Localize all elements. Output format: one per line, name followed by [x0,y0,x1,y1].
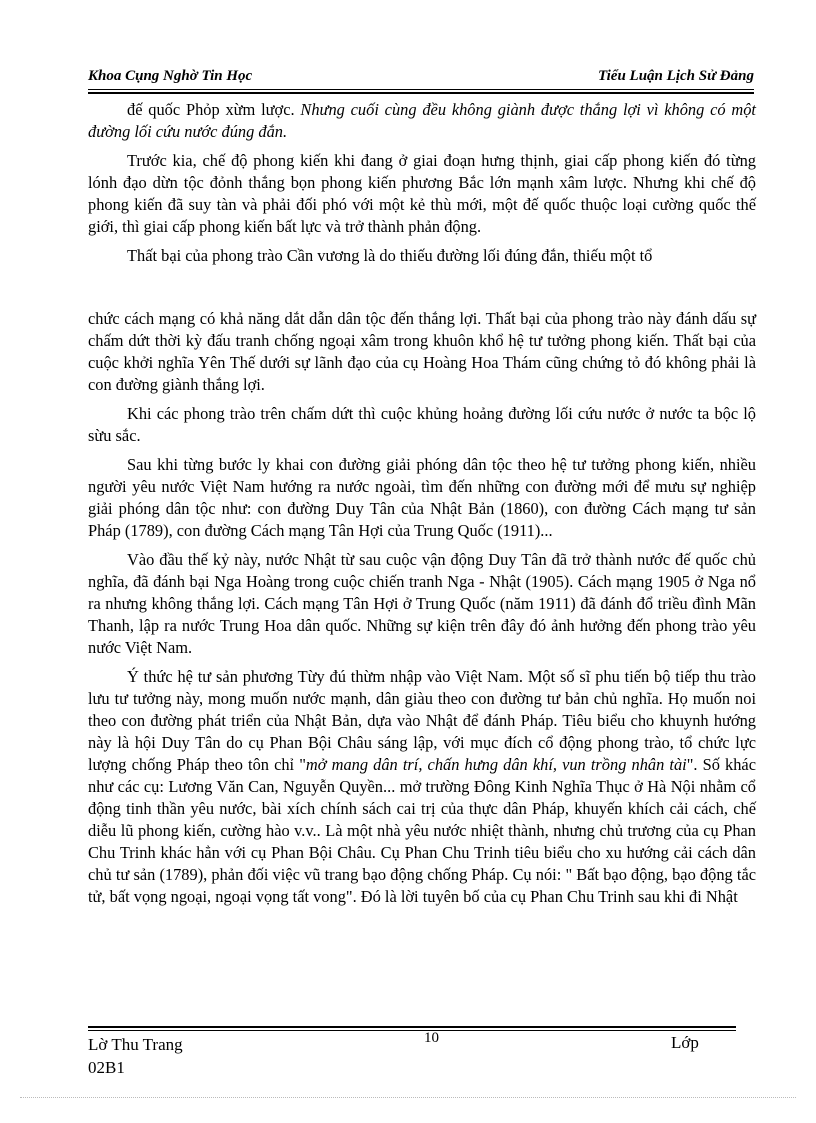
footer-class-label: Lớp [671,1033,699,1052]
header-faculty: Khoa Cụng Nghờ Tin Học [88,68,253,84]
italic-emphasis: Nhưng cuối cùng đều không giành được thắng lợi vì không có một đường lối cứu nước đúng đắn. [88,100,756,141]
page-header [88,66,754,90]
header-rule-thin [88,89,754,90]
paragraph-4: chức cách mạng có khả năng dắt dẫn dân tộc đến thắng lợi. Thất bại của phong trào này đánh dấu sự chấm dứt thời kỳ đấu tranh chống ngoại xâm trong khuôn khổ hệ tư tưởng phong kiến. Thất bại của cuộc khởi nghĩa Yên Thế dưới sự lãnh đạo của cụ Hoàng Hoa Thám cũng chứng tỏ đó không phải là con đường giành thắng lợi. [88,309,756,394]
header-subject: Tiểu Luận Lịch Sử Đảng [598,68,754,84]
footer-rule-thick [88,1026,736,1028]
footer-rule-thin [88,1030,736,1031]
footer-class-code: 02B1 [88,1058,125,1077]
footer-author: Lờ Thu Trang [88,1035,183,1054]
paragraph-2: Trước kia, chế độ phong kiến khi đang ở giai đoạn hưng thịnh, giai cấp phong kiến đó từng lónh đạo dừn tộc đỏnh thắng bọn phong kiến phương Bắc lớn mạnh xâm lược. Nhưng khi chế độ phong kiến đã suy tàn và phải đối phó với một kẻ thù mới, một đế quốc thuộc loại cường quốc thế giới, thì giai cấp phong kiến bất lực và trở thành phản động. [88,151,756,236]
paragraph-6: Sau khi từng bước ly khai con đường giải phóng dân tộc theo hệ tư tưởng phong kiến, nhiều người yêu nước Việt Nam hướng ra nước ngoài, tìm đến những con đường mới để mưu sự nghiệp giải phóng dân tộc như: con đường Duy Tân của Nhật Bản (1860), con đường Cách mạng tư sản Pháp (1789), con đường Cách mạng Tân Hợi của Trung Quốc (1911)... [88,455,756,540]
header-rule-thick [88,92,754,94]
paragraph-8: Ý thức hệ tư sản phương Từy đú thừm nhập vào Việt Nam. Một số sĩ phu tiến bộ tiếp thu trào lưu tư tưởng này, mong muốn nước mạnh, dân giàu theo con đường tư bản chủ nghĩa. Họ muốn noi theo con đường phát triển của Nhật Bản, dựa vào Nhật để đánh Pháp. Tiêu biểu cho khuynh hướng này là hội Duy Tân do cụ Phan Bội Châu sáng lập, với mục đích cổ động phong trào, tổ chức lực lượng chống Pháp theo tôn chỉ "mở mang dân trí, chấn hưng dân khí, vun trồng nhân tài". Số khác như các cụ: Lương Văn Can, Nguyễn Quyền... mở trường Đông Kinh Nghĩa Thục ở Hà Nội nhằm cổ động tinh thần yêu nước, bài xích chính sách cai trị của thực dân Pháp, khuyến khích cải cách, chế diễu lũ phong kiến, cường hào v.v.. Là một nhà yêu nước nhiệt thành, nhưng chủ trương của cụ Phan Chu Trinh khác hẳn với cụ Phan Bội Châu. Cụ Phan Chu Trinh tiêu biểu cho xu hướng cải cách dân chủ tư sản (1789), phản đối việc vũ trang bạo động chống Pháp. Cụ nói: " Bất bạo động, bạo động tắc tử, bất vọng ngoại, ngoại vọng tất vong". Đó là lời tuyên bố của cụ Phan Chu Trinh sau khi đi Nhật [88,667,756,906]
paragraph-1: đế quốc Phỏp xừm lược. Nhưng cuối cùng đều không giành được thắng lợi vì không có một đường lối cứu nước đúng đắn. [88,100,756,141]
document-body [88,99,756,915]
paragraph-7: Vào đầu thế kỷ này, nước Nhật từ sau cuộc vận động Duy Tân đã trở thành nước đế quốc chủ nghĩa, đã đánh bại Nga Hoàng trong cuộc chiến tranh Nga - Nhật (1905). Cách mạng 1905 ở Nga nổ ra nhưng không thắng lợi. Cách mạng Tân Hợi ở Trung Quốc (năm 1911) đã đánh đổ triều đình Mãn Thanh, lập ra nước Trung Hoa dân quốc. Những sự kiện trên đây đó ảnh hưởng đến phong trào yêu nước Việt Nam. [88,550,756,657]
page-number: 10 [424,1030,439,1046]
page-break-gap [88,274,756,308]
quote-motto: mở mang dân trí, chấn hưng dân khí, vun trồng nhân tài [305,755,687,774]
page-edge-divider [20,1097,796,1098]
paragraph-3: Thất bại của phong trào Cần vương là do thiếu đường lối đúng đắn, thiếu một tổ [127,246,653,265]
paragraph-5: Khi các phong trào trên chấm dứt thì cuộc khủng hoảng đường lối cứu nước ở nước ta bộc lộ sừu sắc. [88,404,756,445]
